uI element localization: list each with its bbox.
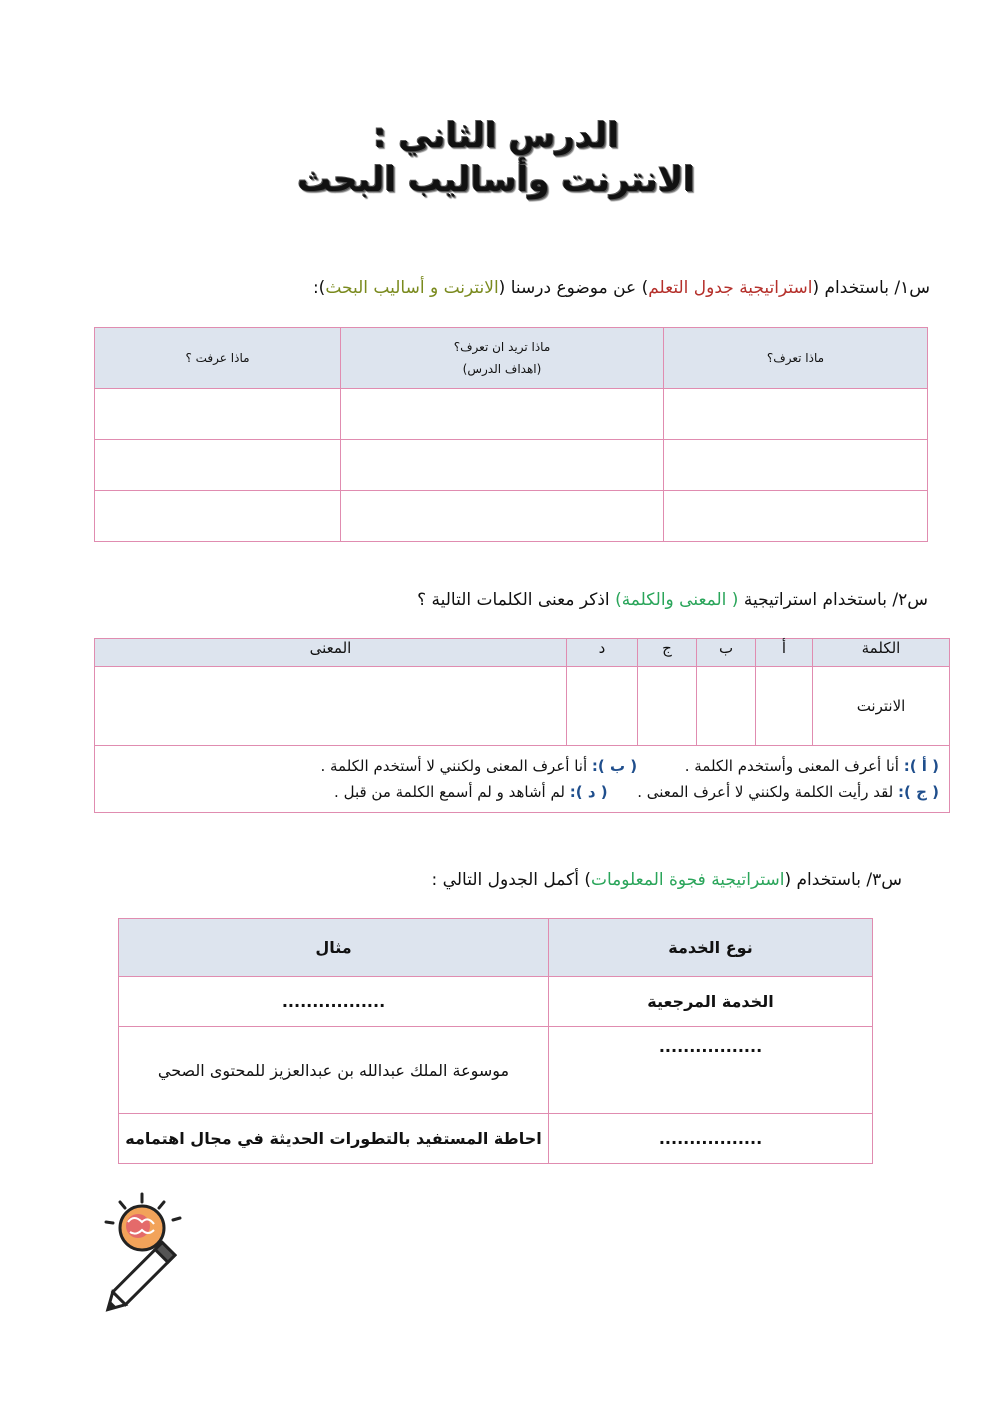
- lesson-title-line2: الانترنت وأساليب البحث: [297, 160, 695, 200]
- legend-line-1: [95, 753, 939, 779]
- q1-topic: الانترنت و أساليب البحث: [325, 278, 499, 298]
- kwl-cell[interactable]: [664, 389, 928, 440]
- word-header-d: د: [567, 639, 638, 667]
- table-row: [95, 389, 928, 440]
- kwl-header-want-sub: (اهداف الدرس): [462, 362, 542, 376]
- legend-d-text: لم أشاهد و لم أسمع الكلمة من قبل .: [334, 783, 566, 801]
- word-header-a: أ: [756, 639, 813, 667]
- question-3: [432, 870, 902, 890]
- q2-prefix: س٢/ باستخدام استراتيجية: [743, 590, 928, 610]
- kwl-header-know: ماذا تعرف؟: [664, 328, 928, 389]
- table-row: [119, 1027, 873, 1114]
- gap-type-cell[interactable]: .................: [549, 1027, 873, 1114]
- kwl-cell[interactable]: [341, 440, 664, 491]
- q2-strategy: ( المعنى والكلمة): [615, 590, 739, 610]
- kwl-cell[interactable]: [341, 491, 664, 542]
- word-meaning-table: [94, 638, 950, 813]
- meaning-cell[interactable]: [95, 667, 567, 746]
- q3-prefix: س٣/ باستخدام (: [784, 870, 902, 890]
- table-row: [95, 667, 950, 746]
- legend-c-tag: ( ج ):: [898, 783, 939, 801]
- gap-type-cell: الخدمة المرجعية: [549, 977, 873, 1027]
- word-header-b: ب: [697, 639, 756, 667]
- q3-strategy: استراتيجية فجوة المعلومات: [590, 870, 785, 890]
- kwl-header-row: [95, 328, 928, 389]
- word-header-word: الكلمة: [813, 639, 950, 667]
- table-row: [95, 440, 928, 491]
- kwl-cell[interactable]: [664, 440, 928, 491]
- gap-example-cell: موسوعة الملك عبدالله بن عبدالعزيز للمحتوى الصحي: [119, 1027, 549, 1114]
- kwl-cell[interactable]: [664, 491, 928, 542]
- table-row: [119, 1114, 873, 1164]
- q1-middle: ) عن موضوع درسنا (: [498, 278, 649, 298]
- legend-b-tag: ( ب ):: [591, 757, 638, 775]
- info-gap-table: [118, 918, 873, 1164]
- lesson-title-line1: الدرس الثاني :: [372, 116, 620, 156]
- choice-a-cell[interactable]: [756, 667, 813, 746]
- legend-c-text: لقد رأيت الكلمة ولكنني لا أعرف المعنى .: [637, 783, 894, 801]
- q3-suffix: ) أكمل الجدول التالي :: [431, 870, 591, 890]
- kwl-cell[interactable]: [95, 440, 341, 491]
- word-cell: الانترنت: [813, 667, 950, 746]
- legend-a-tag: ( أ ):: [903, 757, 939, 775]
- word-header-c: ج: [638, 639, 697, 667]
- legend-d-tag: ( د ):: [569, 783, 608, 801]
- table-row: [95, 491, 928, 542]
- word-header-row: [95, 639, 950, 667]
- legend-line-2: [95, 779, 939, 805]
- lightbulb-pencil-icon: [98, 1188, 238, 1313]
- question-2: [417, 590, 928, 610]
- kwl-table: [94, 327, 928, 542]
- kwl-cell[interactable]: [95, 491, 341, 542]
- gap-header-example: مثال: [119, 919, 549, 977]
- word-header-meaning: المعنى: [95, 639, 567, 667]
- kwl-cell[interactable]: [95, 389, 341, 440]
- table-row: [119, 977, 873, 1027]
- choice-c-cell[interactable]: [638, 667, 697, 746]
- q1-suffix: ):: [312, 278, 326, 298]
- q1-prefix: س١/ باستخدام (: [812, 278, 930, 298]
- legend-row: [95, 746, 950, 813]
- choice-b-cell[interactable]: [697, 667, 756, 746]
- legend-b-text: أنا أعرف المعنى ولكنني لا أستخدم الكلمة .: [320, 757, 588, 775]
- gap-example-cell[interactable]: .................: [119, 977, 549, 1027]
- question-1: [313, 278, 930, 298]
- q2-suffix: اذكر معنى الكلمات التالية ؟: [417, 590, 610, 610]
- q1-strategy: استراتيجية جدول التعلم: [648, 278, 813, 298]
- gap-header-row: [119, 919, 873, 977]
- kwl-cell[interactable]: [341, 389, 664, 440]
- legend-a-text: أنا أعرف المعنى وأستخدم الكلمة .: [684, 757, 899, 775]
- choice-d-cell[interactable]: [567, 667, 638, 746]
- gap-type-cell[interactable]: .................: [549, 1114, 873, 1164]
- legend-cell: [95, 746, 950, 813]
- gap-example-cell: احاطة المستفيد بالتطورات الحديثة في مجال اهتمامه: [119, 1114, 549, 1164]
- gap-header-type: نوع الخدمة: [549, 919, 873, 977]
- kwl-header-want: [341, 328, 664, 389]
- kwl-header-want-label: ماذا تريد ان تعرف؟: [453, 340, 551, 354]
- kwl-header-learned: ماذا عرفت ؟: [95, 328, 341, 389]
